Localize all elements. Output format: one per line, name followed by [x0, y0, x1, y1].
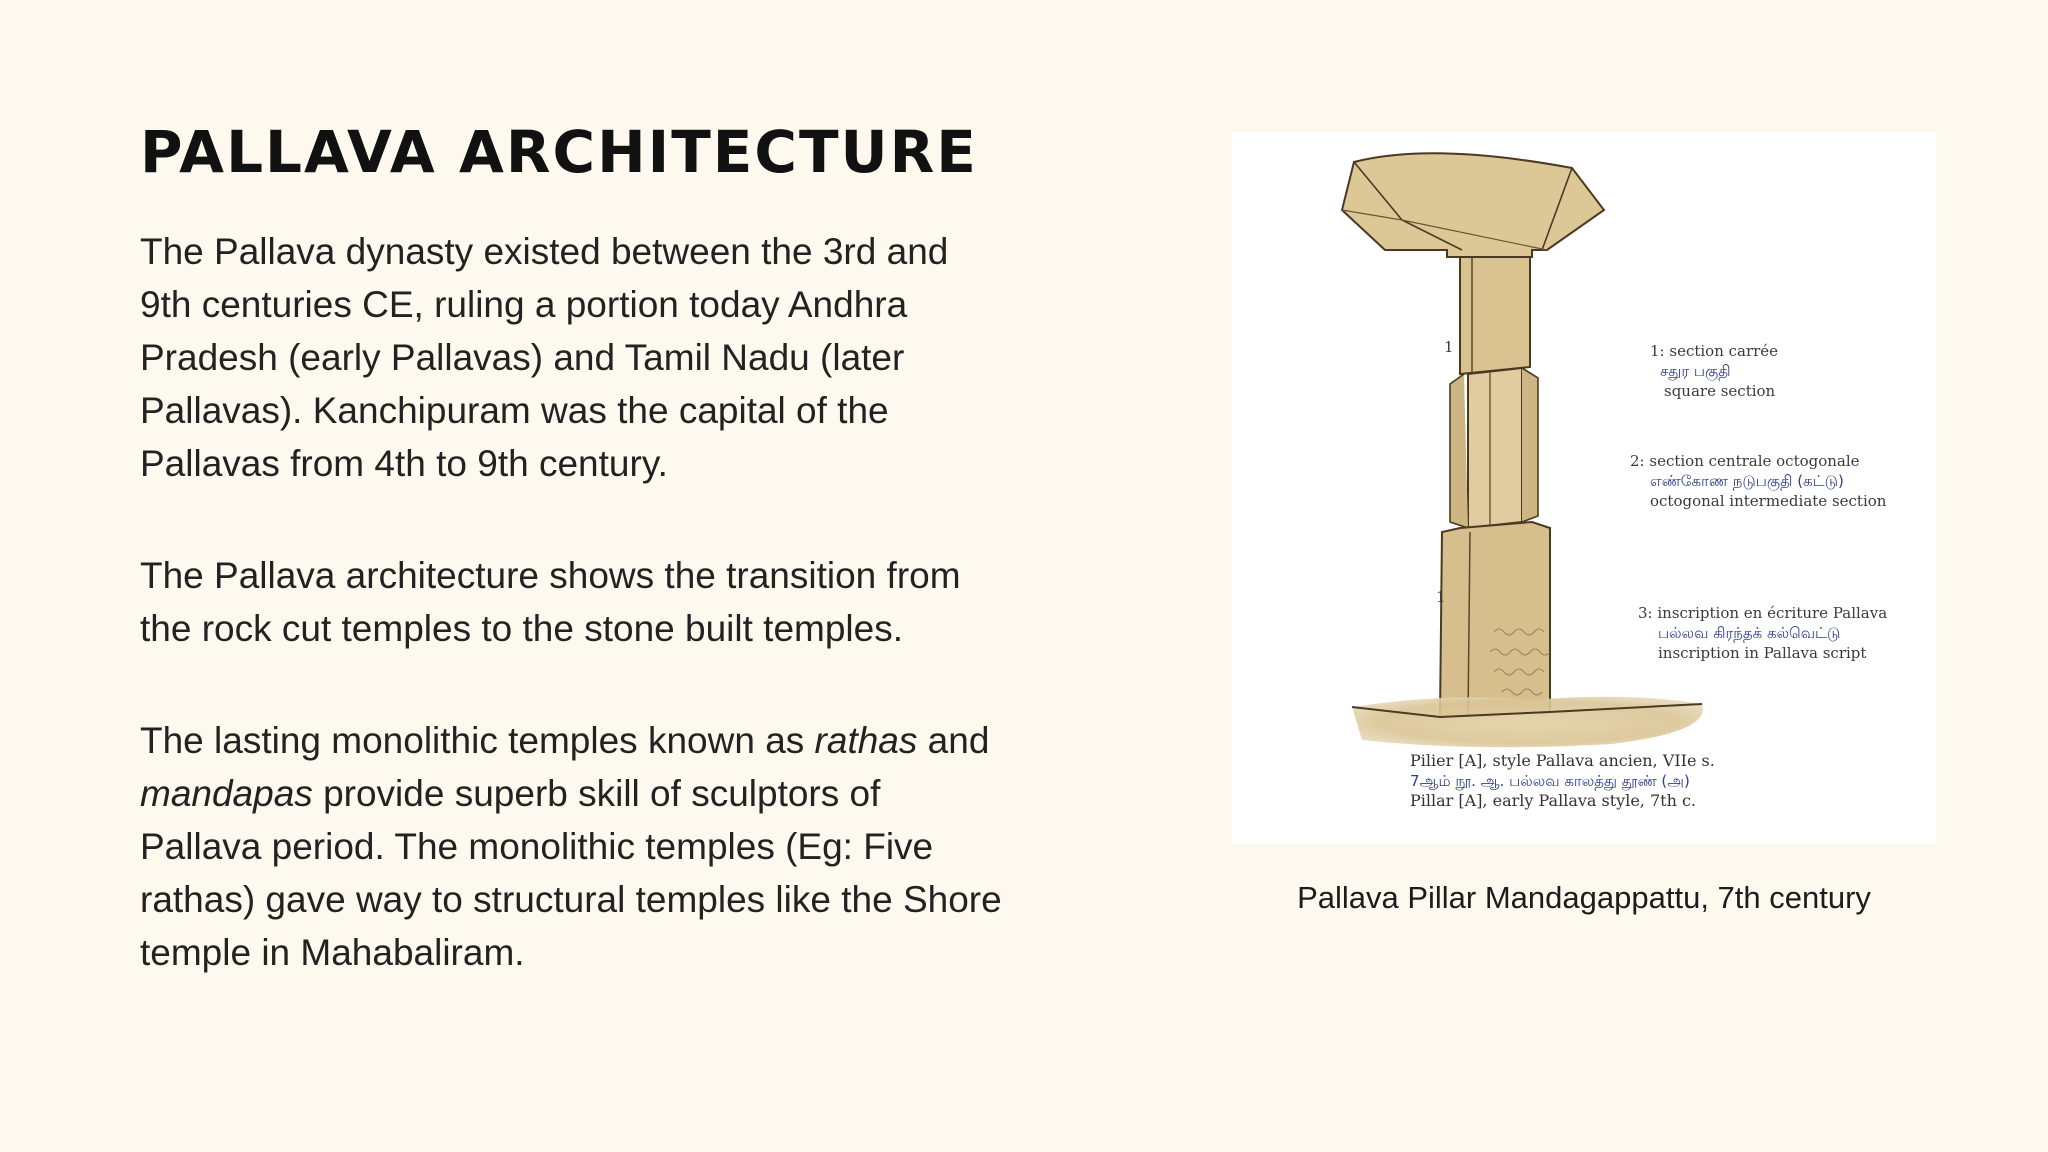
pillar-octagonal-section: [1468, 368, 1522, 528]
pillar-drawing: [1232, 132, 1936, 844]
paragraph-3-part-3: provide superb skill of sculptors of Pallava period. The monolithic temples (Eg: Five rathas) gave way to structural temples like the Shore temple in Mahabaliram.: [140, 773, 1002, 973]
label-1-tamil: சதுர பகுதி: [1660, 362, 1731, 380]
label-1-english: square section: [1664, 382, 1776, 400]
pillar-upper-section: [1460, 257, 1530, 374]
pillar-lower-section: [1440, 522, 1550, 717]
pillar-illustration: [1232, 132, 1936, 844]
label-3-english: inscription in Pallava script: [1658, 644, 1867, 662]
paragraph-1: The Pallava dynasty existed between the 3rd and 9th centuries CE, ruling a portion today Andhra Pradesh (early Pallavas) and Tamil Nadu (later Pallavas). Kanchipuram was the capital of the Pallavas from 4th to 9th century.: [140, 231, 949, 484]
label-3-tamil: பல்லவ கிரந்தக் கல்வெட்டு: [1658, 624, 1841, 642]
bottom-label-tamil: 7ஆம் நூ. ஆ. பல்லவ காலத்து தூண் (அ): [1410, 772, 1690, 790]
bottom-label-french: Pilier [A], style Pallava ancien, VIIe s.: [1410, 751, 1715, 770]
marker-bottom: 1: [1436, 588, 1446, 606]
paragraph-3: [140, 714, 1010, 979]
label-2-tamil: எண்கோண நடுபகுதி (கட்டு): [1650, 472, 1844, 490]
paragraph-3-part-2: and: [917, 720, 990, 761]
label-1-french: 1: section carrée: [1650, 342, 1779, 360]
pillar-capital: [1342, 153, 1604, 257]
label-2-french: 2: section centrale octogonale: [1630, 452, 1860, 470]
term-mandapas: mandapas: [140, 773, 313, 814]
label-2-english: octogonal intermediate section: [1650, 492, 1887, 510]
figure-caption: Pallava Pillar Mandagappattu, 7th century: [1297, 880, 1871, 915]
label-3-french: 3: inscription en écriture Pallava: [1638, 604, 1888, 622]
bottom-label-english: Pillar [A], early Pallava style, 7th c.: [1410, 791, 1697, 810]
slide-title: PALLAVA ARCHITECTURE: [140, 118, 978, 186]
term-rathas: rathas: [814, 720, 918, 761]
paragraph-3-part-1: The lasting monolithic temples known as: [140, 720, 815, 761]
body-text: [140, 225, 1010, 1038]
marker-top: 1: [1444, 338, 1454, 356]
paragraph-2: The Pallava architecture shows the transition from the rock cut temples to the stone built temples.: [140, 555, 961, 649]
